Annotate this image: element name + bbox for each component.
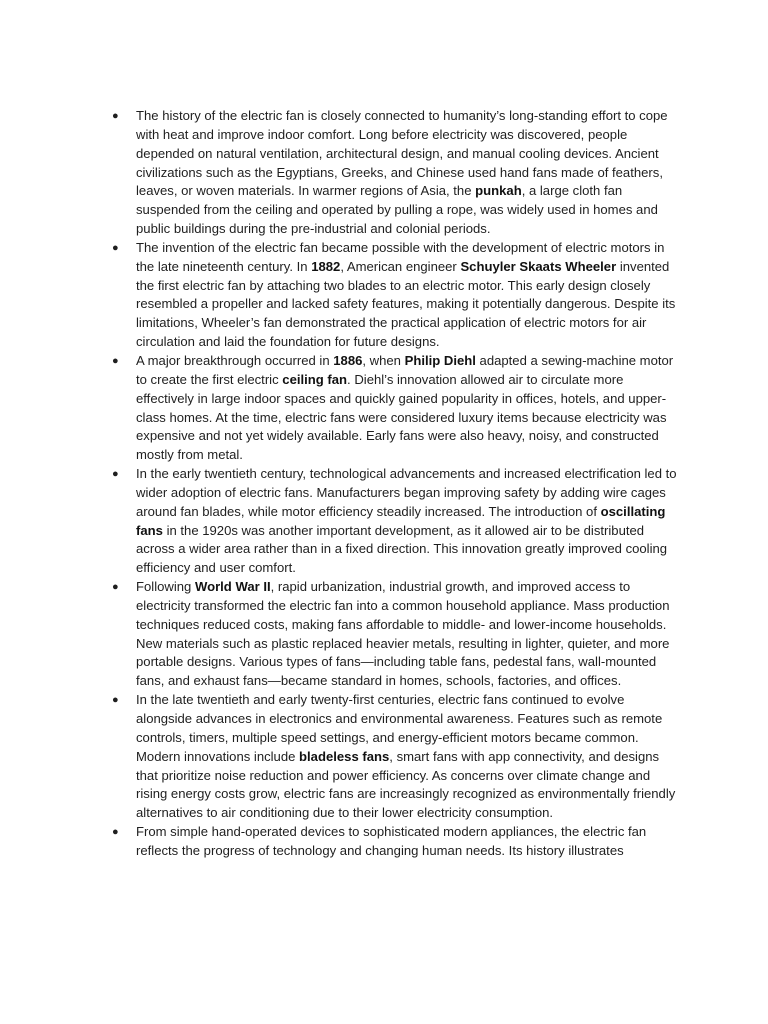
text-run: in the 1920s was another important development, as it allowed air to be distributed across a wider area rather than in a fixed direction. This innovation greatly improved cooling efficiency and user comfort. — [136, 522, 668, 576]
text-run: From simple hand-operated devices to sophisticated modern appliances, the electric fan reflects the progress of technology and changing human needs. Its history illustrates — [136, 824, 647, 858]
bullet-text — [136, 353, 673, 462]
bullet-item — [112, 578, 682, 691]
bold-term: punkah — [475, 183, 522, 199]
text-run: In the late twentieth and early twenty-first centuries, electric fans continued to evolve alongside advances in electronics and environmental awareness. Features such as remote controls, timers, multiple speed settings, and energy-efficient motors became common. Modern innovations include — [136, 692, 663, 764]
text-run: , American engineer — [340, 258, 461, 274]
bold-term: 1882 — [311, 258, 341, 274]
text-run: , a large cloth fan suspended from the ceiling and operated by pulling a rope, was widely used in homes and public buildings during the pre-industrial and colonial periods. — [136, 183, 658, 237]
bullet-dot: ● — [112, 468, 119, 481]
bullet-dot: ● — [112, 241, 119, 254]
bullet-text — [136, 108, 668, 236]
text-run: . Diehl’s innovation allowed air to circulate more effectively in large indoor spaces and quickly gained popularity in offices, hotels, and upper-class homes. At the time, electric fans were considered luxury items because electricity was expensive and not yet widely available. Early fans were also heavy, noisy, and constructed mostly from metal. — [136, 371, 667, 463]
bold-term: bladeless fans — [299, 748, 390, 764]
text-run: , smart fans with app connectivity, and designs that prioritize noise reduction and power efficiency. As concerns over climate change and rising energy costs grow, electric fans are increasingly recognized as environmentally friendly alternatives to air conditioning due to their lower electricity consumption. — [136, 748, 676, 821]
text-run: In the early twentieth century, technological advancements and increased electrification led to wider adoption of electric fans. Manufacturers began improving safety by adding wire cages around fan blades, while motor efficiency steadily increased. The introduction of — [136, 466, 677, 519]
bullet-text — [136, 824, 646, 858]
text-run: invented the first electric fan by attaching two blades to an electric motor. This early design closely resembled a propeller and lacked safety features, making it potentially dangerous. Despite its limitations, Wheeler’s fan demonstrated the practical application of electric motors for air circulation and laid the foundation for future designs. — [136, 258, 676, 350]
text-run: A major breakthrough occurred in — [136, 352, 334, 368]
bullet-list — [112, 107, 682, 861]
bullet-item — [112, 107, 682, 239]
bullet-dot: ● — [112, 110, 119, 122]
bold-term: Philip Diehl — [404, 352, 476, 368]
bullet-text — [136, 692, 675, 820]
bullet-item — [112, 691, 682, 823]
bold-term: 1886 — [333, 352, 363, 368]
text-run: adapted a sewing-machine motor to create the first electric — [136, 352, 674, 387]
text-run: The invention of the electric fan became possible with the development of electric motors in the late nineteenth century. In — [136, 239, 665, 274]
bullet-dot: ● — [112, 581, 119, 594]
text-run: , rapid urbanization, industrial growth, and improved access to electricity transformed the electric fan into a common household appliance. Mass production techniques reduced costs, making fans affordable to middle- and lower-income households. New materials such as plastic replaced heavier metals, resulting in lighter, quieter, and more portable designs. Various types of fans—including table fans, pedestal fans, wall-mounted fans, and exhaust fans—became standard in homes, schools, factories, and offices. — [136, 579, 670, 689]
bold-term: Schuyler Skaats Wheeler — [460, 258, 617, 274]
text-run: Following — [136, 579, 195, 595]
bold-term: oscillating fans — [136, 503, 666, 538]
bold-term: ceiling fan — [282, 371, 348, 387]
bullet-dot: ● — [112, 694, 119, 707]
bullet-text — [136, 466, 677, 575]
bullet-item — [112, 823, 682, 861]
text-run: , when — [362, 352, 405, 368]
bullet-dot: ● — [112, 826, 119, 839]
bullet-item — [112, 465, 682, 578]
bullet-text — [136, 240, 675, 349]
bold-term: World War II — [194, 579, 271, 595]
bullet-item — [112, 239, 682, 352]
text-run: The history of the electric fan is closely connected to humanity’s long-standing effort to cope with heat and improve indoor comfort. Long before electricity was discovered, people depended on natural ventilation, architectural design, and manual cooling devices. Ancient civilizations such as the Egyptians, Greeks, and Chinese used hand fans made of feathers, leaves, or woven materials. In warmer regions of Asia, the — [136, 108, 668, 199]
bullet-dot: ● — [112, 354, 119, 367]
bullet-text — [136, 579, 669, 688]
bullet-item — [112, 352, 682, 465]
